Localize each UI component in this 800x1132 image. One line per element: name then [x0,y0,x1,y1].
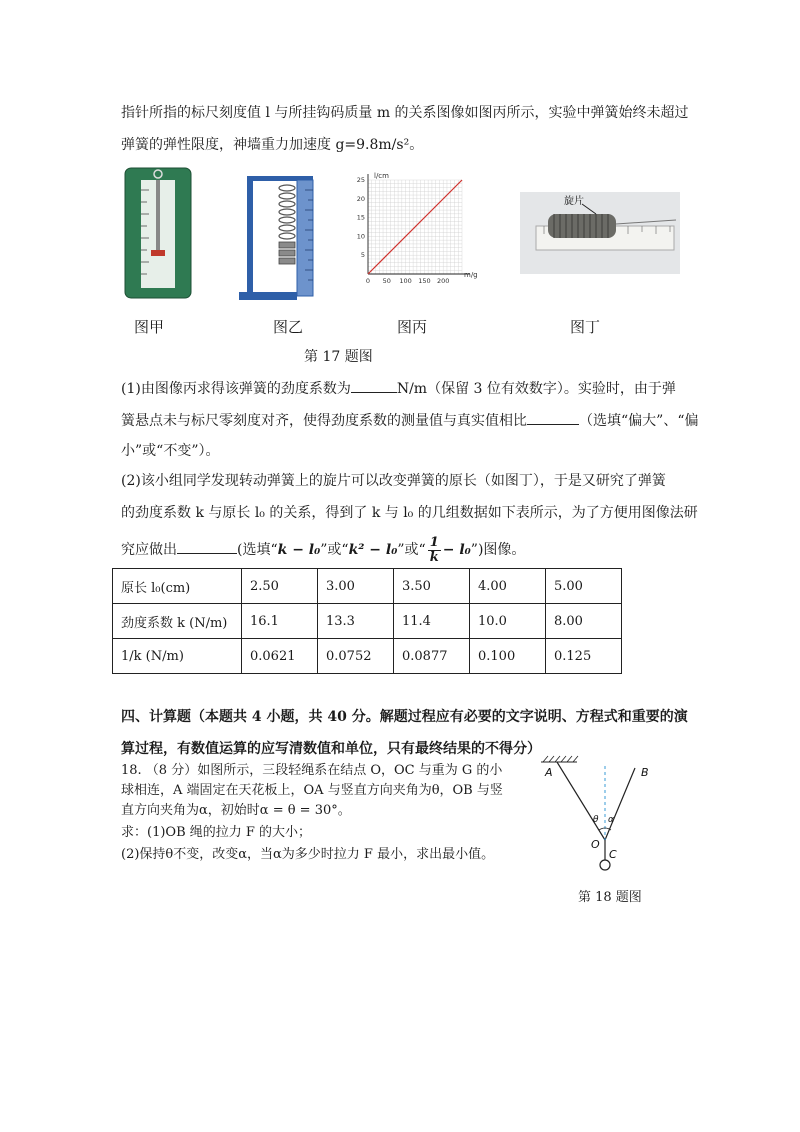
label-o: O [591,838,600,851]
y-tick-label: 5 [360,251,365,260]
figure-18 [535,752,665,882]
caption-ding: 图丁 [570,318,601,336]
q1-blank-2[interactable] [527,410,579,425]
scale-pointer [151,250,165,256]
label-theta: θ [593,815,599,825]
rope-oa [557,762,605,840]
stand-ruler [297,180,313,296]
figure-bing-chart [350,170,485,300]
q1-blank-1[interactable] [351,378,397,393]
y-axis-label: l/cm [374,172,389,180]
table-cell: 11.4 [394,604,470,639]
x-tick-label: 200 [436,277,450,285]
ball [600,860,610,870]
ceiling-hatch [543,756,578,762]
x-tick-label: 0 [365,277,371,285]
q2-text-e: ”)图像。 [470,542,526,558]
stand-pole [247,178,253,294]
q18-line-5: (2)保持θ不变，改变α，当α为多少时拉力 F 最小，求出最小值。 [121,847,495,862]
table-cell: 0.0621 [242,639,318,674]
table-cell: 0.0752 [318,639,394,674]
label-a: A [545,766,553,779]
q18-line-1: 18. （8 分）如图所示，三段轻绳系在结点 O，OC 与重为 G 的小 [121,763,503,778]
q2-text-b: (选填“ [237,542,278,558]
q2-blank[interactable] [177,539,237,554]
q2-text-a: 究应做出 [121,542,177,558]
x-tick-label: 50 [382,277,391,285]
table-cell: 13.3 [318,604,394,639]
series-line [368,180,462,274]
fraction-numerator: 1 [429,534,439,550]
scale-pointer-rod [156,180,160,250]
y-tick-label: 20 [356,194,365,203]
x-axis-label: m/g [464,271,478,279]
intro-line-1: 指针所指的标尺刻度值 l 与所挂钩码质量 m 的关系图像如图丙所示，实验中弹簧始终未超过 [121,105,689,121]
q2-text-d: ”或“ [397,542,426,558]
label-b: B [641,766,649,779]
caption-18: 第 18 题图 [578,890,642,905]
table-cell: 16.1 [242,604,318,639]
q1-line-3: 小”或“不变”）。 [121,443,220,459]
table-row [113,569,622,604]
q2-line-2: 的劲度系数 k 与原长 l₀ 的关系，得到了 k 与 l₀ 的几组数据如下表所示，为了方便用图像法研 [121,505,698,521]
row-header: 劲度系数 k (N/m) [113,604,242,639]
data-table [112,568,622,674]
table-cell: 4.00 [470,569,546,604]
y-tick-label: 10 [356,232,365,241]
table-cell: 10.0 [470,604,546,639]
q1-text-d: （选填“偏大”、“偏 [579,413,699,429]
q2-option-1: k − l₀ [277,542,321,558]
table-row [113,639,622,674]
table-cell: 0.125 [546,639,622,674]
caption-17: 第 17 题图 [304,349,373,365]
table-cell: 3.50 [394,569,470,604]
caption-yi: 图乙 [273,318,304,336]
label-alpha: α [608,815,614,825]
table-cell: 3.00 [318,569,394,604]
figure-yi [235,166,325,304]
q2-line-1: (2)该小组同学发现转动弹簧上的旋片可以改变弹簧的原长（如图丁），于是又研究了弹簧 [121,473,666,489]
figure-jia [121,166,195,300]
q1-text-a: (1)由图像丙求得该弹簧的劲度系数为 [121,381,351,397]
q18-line-3: 直方向夹角为α，初始时α = θ = 30°。 [121,803,351,818]
figure-ding [520,192,680,274]
q1-text-b: N/m（保留 3 位有效数字）。实验时，由于弹 [396,381,676,397]
q2-option-3-fraction [428,536,441,565]
q2-text-c: ”或“ [320,542,349,558]
q1-text-c: 簧悬点未与标尺零刻度对齐，使得劲度系数的测量值与真实值相比 [121,413,527,429]
coil-spring [548,214,616,238]
q2-line-3 [121,534,525,566]
caption-jia: 图甲 [134,318,165,336]
section4-line-1: 四、计算题（本题共 4 小题，共 40 分。解题过程应有必要的文字说明、方程式和重要的演 [121,709,688,725]
table-cell: 0.0877 [394,639,470,674]
q1-line-2 [121,410,698,430]
q18-line-2: 球相连，A 端固定在天花板上，OA 与竖直方向夹角为θ，OB 与竖 [121,783,503,798]
row-header: 1/k (N/m) [113,639,242,674]
q1-line-1 [121,378,676,398]
spring-coils [279,185,295,239]
caption-bing: 图丙 [397,318,428,336]
row-header: 原长 l₀(cm) [113,569,242,604]
label-xuanpian: 旋片 [564,196,584,207]
y-tick-label: 15 [356,213,365,222]
x-tick-label: 150 [418,277,431,285]
hanging-weights [279,242,295,264]
label-c: C [609,848,617,861]
section4-line-2: 算过程，有数值运算的应写清数值和单位，只有最终结果的不得分） [121,741,541,757]
fraction-denominator: k [429,549,439,565]
table-cell: 8.00 [546,604,622,639]
y-tick-label: 25 [356,176,365,184]
table-row [113,604,622,639]
table-cell: 0.100 [470,639,546,674]
x-tick-label: 100 [399,277,412,285]
q2-option-3-rest: − l₀ [442,542,471,558]
q2-option-2: k² − l₀ [348,542,398,558]
table-cell: 2.50 [242,569,318,604]
table-cell: 5.00 [546,569,622,604]
intro-line-2: 弹簧的弹性限度，神墙重力加速度 g=9.8m/s²。 [121,137,424,153]
q18-line-4: 求：(1)OB 绳的拉力 F 的大小； [121,825,312,840]
